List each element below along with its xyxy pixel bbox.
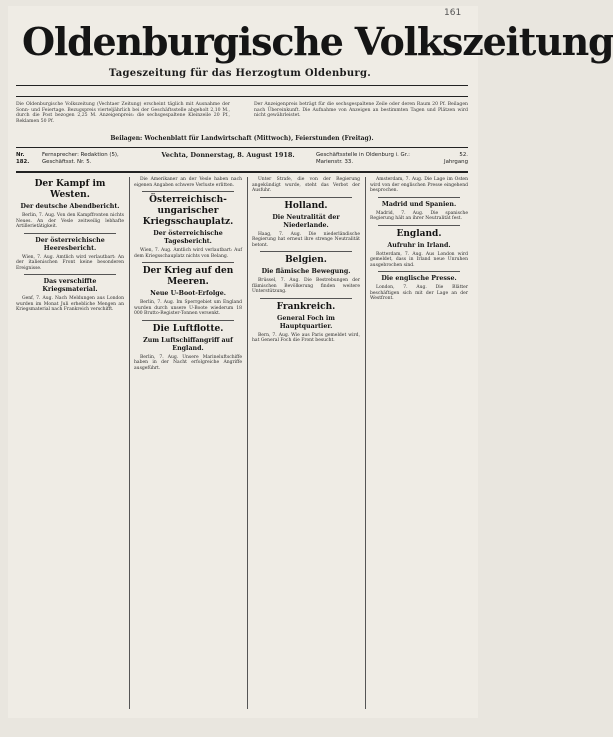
header-rule-top xyxy=(16,96,468,97)
subheadline: Der österreichische Heeresbericht. xyxy=(35,236,105,252)
issue-info-strip xyxy=(16,151,468,169)
column-divider xyxy=(247,177,248,709)
subheadline: Neue U-Boot-Erfolge. xyxy=(150,290,226,297)
article-text: Berlin, 7. Aug. Von den Kampffronten nichts Neues. An der Vesle zeitweilig lebhafte Artillerietätigkeit. xyxy=(16,213,124,229)
subheadline: General Foch im Hauptquartier. xyxy=(277,314,335,330)
issue-number: Nr. 182. xyxy=(16,152,30,165)
newspaper-page xyxy=(8,6,613,718)
dateline: Vechta, Donnerstag, 8. August 1918. xyxy=(161,151,295,159)
article-text: Brüssel, 7. Aug. Die Bestrebungen der flämischen Bevölkerung finden weitere Unterstützung. xyxy=(252,278,360,294)
masthead-title: Oldenburgische Volkszeitung xyxy=(22,19,613,64)
fernsprecher-info: Fernsprecher: Redaktion (5), Geschäftsst. Nr. 5. xyxy=(42,152,119,165)
headline-abendbericht: Der deutsche Abendbericht. xyxy=(20,203,120,210)
header-subscription-info: Die Oldenburgische Volkszeitung (Vechtaer Zeitung) erscheint täglich mit Ausnahme der Sonn- und Feiertage. Bezugspreis vierteljährlich bei der Geschäftsstelle abgeholt 2,10 M., durch die Post bezogen 2,25 M. Anzeigenpreis: die sechsgespaltene Kleinzeile 20 Pf., Reklamen 50 Pf. xyxy=(16,102,230,124)
article-separator xyxy=(260,298,352,299)
article-text: Wien, 7. Aug. Amtlich wird verlautbart: Auf dem Kriegsschauplatz nichts von Belang. xyxy=(134,248,242,259)
column-divider xyxy=(129,177,130,709)
subheadline: Die flämische Bewegung. xyxy=(261,268,351,275)
article-text: Rotterdam, 7. Aug. Aus London wird gemeldet, dass in Irland neue Unruhen ausgebrochen sind. xyxy=(370,251,468,268)
article-text: Madrid, 7. Aug. Die spanische Regierung hält an ihrer Neutralität fest. xyxy=(370,210,468,221)
headline-kriegsschauplatz: Österreichisch-ungarischer Kriegsschauplatz. xyxy=(142,195,234,227)
article-separator xyxy=(378,271,460,272)
subheadline: Das verschiffte Kriegsmaterial. xyxy=(42,278,98,293)
article-text: London, 7. Aug. Die Blätter beschäftigen sich mit der Lage an der Westfront. xyxy=(370,285,468,301)
article-text: Bern, 7. Aug. Wie aus Paris gemeldet wird, hat General Foch die Front besucht. xyxy=(252,332,360,343)
geschaeftsstelle-info: Geschäftsstelle in Oldenburg i. Gr.: Marienstr. 33. xyxy=(316,152,410,165)
article-text: Genf, 7. Aug. Nach Meldungen aus London wurden im Monat Juli erhebliche Mengen an Kriegsmaterial nach Frankreich verschifft. xyxy=(16,296,124,312)
headline-krieg-auf-den-meeren: Der Krieg auf den Meeren. xyxy=(142,266,234,287)
article-text: Berlin, 7. Aug. Im Sperrgebiet um England wurden durch unsere U-Boote wiederum 18 000 Brutto-Register-Tonnen versenkt. xyxy=(134,300,242,316)
article-separator xyxy=(378,197,460,198)
article-separator xyxy=(260,197,352,198)
article-text: Haag, 7. Aug. Die niederländische Regierung hat erneut ihre strenge Neutralität betont. xyxy=(252,231,360,248)
article-separator xyxy=(260,251,352,252)
article-text: Die Amerikaner an der Vesle haben nach eigenen Angaben schwere Verluste erlitten. xyxy=(134,177,242,188)
headline-luftflotte: Die Luftflotte. xyxy=(152,323,224,334)
column-2 xyxy=(134,177,242,709)
article-text: Amsterdam, 7. Aug. Die Lage im Osten wird von der englischen Presse eingehend besprochen. xyxy=(370,177,468,193)
subheadline: Der österreichische Tagesbericht. xyxy=(153,230,223,245)
article-text: Unter Strafe, die von der Regierung angekündigt wurde, steht das Verbot der Ausfuhr. xyxy=(252,177,360,193)
headline-holland: Holland. xyxy=(284,200,328,211)
headline-belgien: Belgien. xyxy=(285,255,327,265)
column-divider xyxy=(365,177,366,709)
header-rule-bottom xyxy=(16,171,468,173)
subheadline: Aufruhr in Irland. xyxy=(387,241,451,249)
subheadline: Die englische Presse. xyxy=(381,275,457,282)
subheadline: Zum Luftschiffangriff auf England. xyxy=(143,336,233,352)
masthead-rule xyxy=(16,85,468,86)
article-separator xyxy=(142,320,234,321)
column-4 xyxy=(370,177,468,709)
header-advert-info: Der Anzeigenpreis beträgt für die sechsgespaltene Zeile oder deren Raum 20 Pf. Beilagen nach Übereinkunft. Die Aufnahme von Anzeigen an bestimmten Tagen und Plätzen wird nicht gewährleistet. xyxy=(254,102,468,119)
column-3 xyxy=(252,177,360,709)
jahrgang: 52. Jahrgang xyxy=(444,152,468,165)
tagline: Tageszeitung für das Herzogtum Oldenburg. xyxy=(108,68,372,79)
article-text: Berlin, 7. Aug. Unsere Marineluftschiffe haben in der Nacht erfolgreiche Angriffe ausgeführt. xyxy=(134,354,242,371)
page-number: 161 xyxy=(444,8,462,18)
subheadline: Madrid und Spanien. xyxy=(381,200,457,208)
headline-england: England. xyxy=(396,228,442,239)
article-separator xyxy=(24,274,116,275)
article-separator xyxy=(142,191,234,192)
headline-kampf-im-westen: Der Kampf im Westen. xyxy=(34,179,106,200)
article-separator xyxy=(378,225,460,226)
header-rule-mid xyxy=(16,147,468,148)
headline-frankreich: Frankreich. xyxy=(276,301,336,312)
article-separator xyxy=(24,233,116,234)
article-separator xyxy=(142,262,234,263)
column-1 xyxy=(16,177,124,709)
article-text: Wien, 7. Aug. Amtlich wird verlautbart: An der italienischen Front keine besonderen Ereignisse. xyxy=(16,254,124,271)
subheadline: Die Neutralität der Niederlande. xyxy=(272,213,340,229)
beilagen-line: Beilagen: Wochenblatt für Landwirtschaft (Mittwoch), Feierstunden (Freitag). xyxy=(110,135,374,142)
